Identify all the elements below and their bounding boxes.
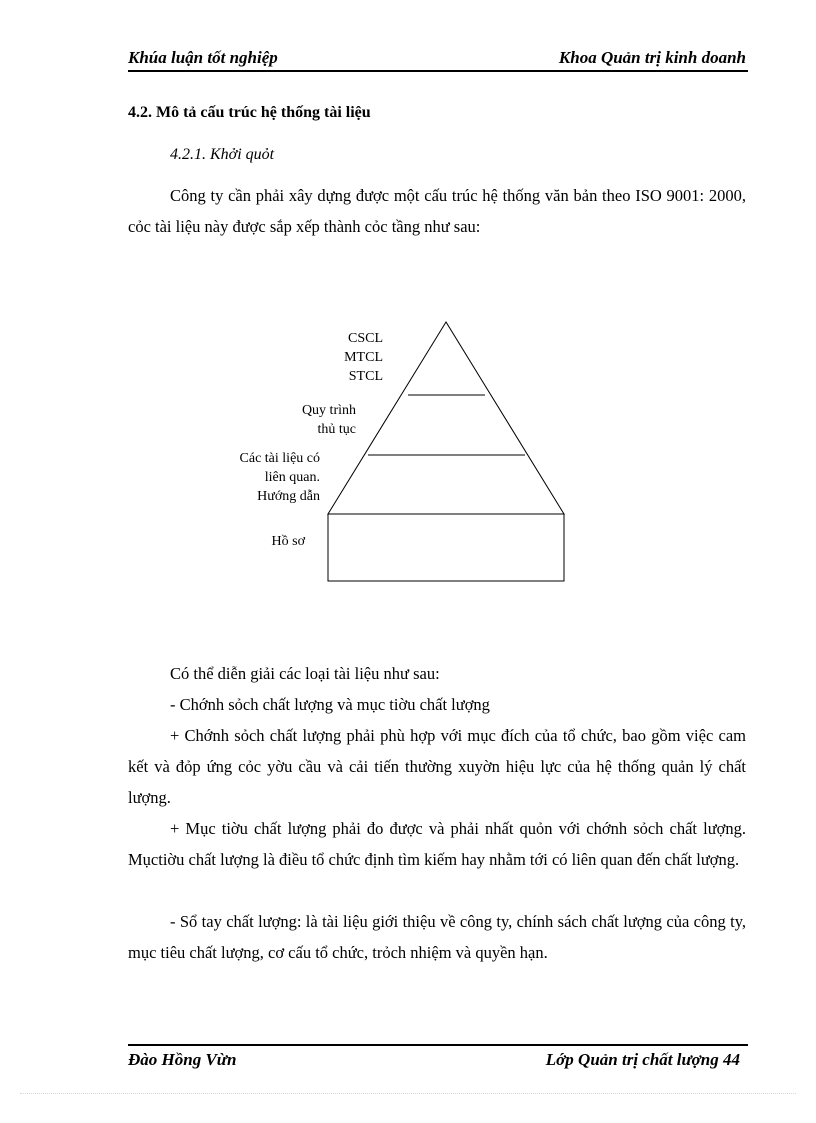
body-paragraph-5: - Sổ tay chất lượng: là tài liệu giới thiệu về công ty, chính sách chất lượng của công ty, mục tiêu chất lượng, cơ cấu tổ chức, trỏch nhiệm và quyền hạn. <box>128 912 746 962</box>
document-pyramid-diagram <box>218 318 578 590</box>
section-title: 4.2. Mô tả cấu trúc hệ thống tài liệu <box>128 104 371 121</box>
footer-class-label: Lớp Quản trị chất lượng 44 <box>545 1050 740 1069</box>
pyramid-level-1-label: CSCL MTCL STCL <box>344 331 383 384</box>
body-paragraph-2: - Chớnh sỏch chất lượng và mục tiờu chất lượng <box>170 695 490 714</box>
intro-paragraph: Công ty cần phải xây dựng được một cấu trúc hệ thống văn bản theo ISO 9001: 2000, cỏc tài liệu này được sắp xếp thành cỏc tầng như sau: <box>128 186 746 236</box>
pyramid-level-3-label: Các tài liệu có liên quan. Hướng dẫn <box>239 451 320 504</box>
header-thesis-label: Khúa luận tốt nghiệp <box>128 48 278 67</box>
subsection-title: 4.2.1. Khởi quỏt <box>170 146 275 163</box>
footer-author-label: Đào Hồng Vừn <box>128 1050 237 1069</box>
body-paragraph-1: Có thể diễn giải các loại tài liệu như sau: <box>170 664 440 683</box>
page-footer <box>128 1044 748 1074</box>
pyramid-level-4-label: Hồ sơ <box>271 534 305 549</box>
body-paragraph-4: + Mục tiờu chất lượng phải đo được và phải nhất quỏn với chớnh sỏch chất lượng. Mụctiờu chất lượng là điều tổ chức định tìm kiếm hay nhằm tới có liên quan đến chất lượng. <box>128 819 746 869</box>
pyramid-level-2-label: Quy trình thủ tục <box>301 403 356 437</box>
header-faculty-label: Khoa Quản trị kinh doanh <box>558 48 746 67</box>
page-bottom-divider <box>20 1093 796 1094</box>
body-paragraph-3: + Chớnh sỏch chất lượng phải phù hợp với mục đích của tổ chức, bao gồm việc cam kết và đỏp ứng cỏc yờu cầu và cải tiến thường xuyờn hiệu lực của hệ thống quản lý chất lượng. <box>128 726 746 807</box>
page-header <box>128 48 748 72</box>
